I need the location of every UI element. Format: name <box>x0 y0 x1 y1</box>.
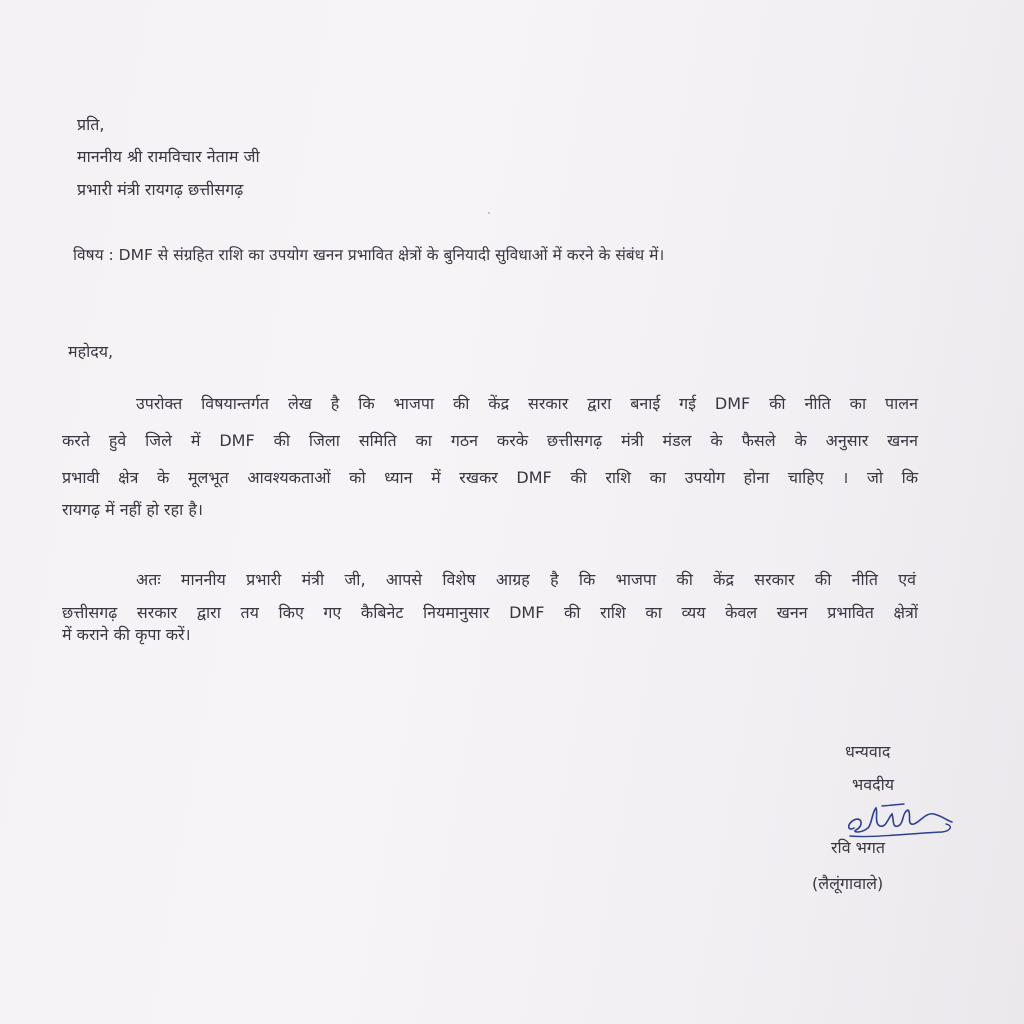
greeting: महोदय, <box>68 342 114 361</box>
signature-image <box>842 798 958 840</box>
paragraph-2-line-1: अतः माननीय प्रभारी मंत्री जी, आपसे विशेष आग्रह है कि भाजपा की केंद्र सरकार की नीति एवं <box>136 570 916 589</box>
recipient-name: माननीय श्री रामविचार नेताम जी <box>77 147 260 166</box>
signer-alias: (लैलूंगावाले) <box>812 874 884 893</box>
paragraph-1-line-3: प्रभावी क्षेत्र के मूलभूत आवश्यकताओं को ध्यान में रखकर DMF की राशि का उपयोग होना चाहिए । जो कि <box>62 468 918 487</box>
paper-speck <box>488 212 490 214</box>
closing-yours: भवदीय <box>852 775 895 794</box>
paragraph-1-line-1: उपरोक्त विषयान्तर्गत लेख है कि भाजपा की केंद्र सरकार द्वारा बनाई गई DMF की नीति का पालन <box>136 394 918 413</box>
paragraph-2-line-3: में कराने की कृपा करें। <box>62 625 191 644</box>
closing-thanks: धन्यवाद <box>845 742 891 761</box>
subject-line: विषय : DMF से संग्रहित राशि का उपयोग खनन प्रभावित क्षेत्रों के बुनियादी सुविधाओं में करने के संबंध में। <box>73 246 665 264</box>
paragraph-1-line-4: रायगढ़ में नहीं हो रहा है। <box>62 500 203 519</box>
paragraph-2-line-2: छत्तीसगढ़ सरकार द्वारा तय किए गए कैबिनेट नियमानुसार DMF की राशि का व्यय केवल खनन प्रभावित क्षेत्रों <box>62 603 918 622</box>
recipient-designation: प्रभारी मंत्री रायगढ़ छत्तीसगढ़ <box>77 180 244 199</box>
paragraph-1-line-2: करते हुवे जिले में DMF की जिला समिति का गठन करके छत्तीसगढ़ मंत्री मंडल के फैसले के अनुसार खनन <box>62 431 918 450</box>
recipient-salutation: प्रति, <box>77 115 105 134</box>
signer-name: रवि भगत <box>831 838 886 857</box>
